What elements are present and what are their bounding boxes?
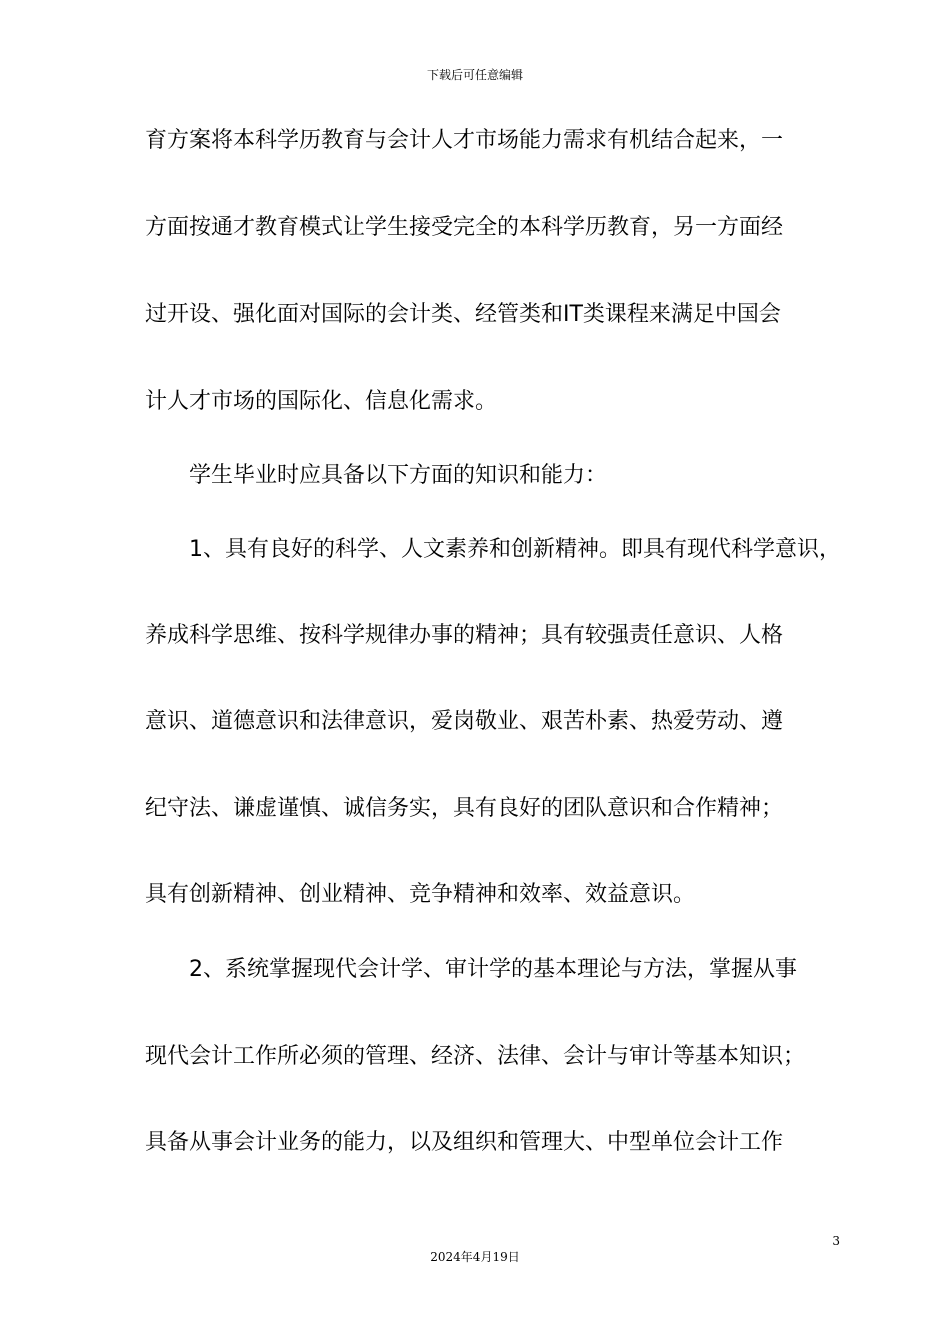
page-header: 下载后可任意编辑	[426, 68, 523, 82]
body-line-7: 养成科学思维、按科学规律办事的精神；具有较强责任意识、人格	[145, 623, 784, 648]
body-line-3: 过开设、强化面对国际的会计类、经管类和IT类课程来满足中国会	[145, 302, 781, 327]
body-line-10: 具有创新精神、创业精神、竞争精神和效率、效益意识。	[145, 882, 696, 907]
body-line-11: 2、系统掌握现代会计学、审计学的基本理论与方法，掌握从事	[145, 957, 797, 982]
body-line-1: 育方案将本科学历教育与会计人才市场能力需求有机结合起来，一	[145, 128, 784, 153]
body-line-4: 计人才市场的国际化、信息化需求。	[145, 389, 498, 414]
body-line-12: 现代会计工作所必须的管理、经济、法律、会计与审计等基本知识；	[145, 1044, 806, 1069]
page-number: 3	[832, 1234, 840, 1248]
body-line-5: 学生毕业时应具备以下方面的知识和能力：	[145, 463, 608, 488]
body-line-8: 意识、道德意识和法律意识，爱岗敬业、艰苦朴素、热爱劳动、遵	[145, 709, 784, 734]
body-line-6: 1、具有良好的科学、人文素养和创新精神。即具有现代科学意识，	[145, 537, 841, 562]
page-date: 2024年4月19日	[430, 1250, 520, 1264]
body-line-9: 纪守法、谦虚谨慎、诚信务实，具有良好的团队意识和合作精神；	[145, 796, 784, 821]
body-line-13: 具备从事会计业务的能力，以及组织和管理大、中型单位会计工作	[145, 1130, 784, 1155]
body-line-2: 方面按通才教育模式让学生接受完全的本科学历教育，另一方面经	[145, 215, 784, 240]
